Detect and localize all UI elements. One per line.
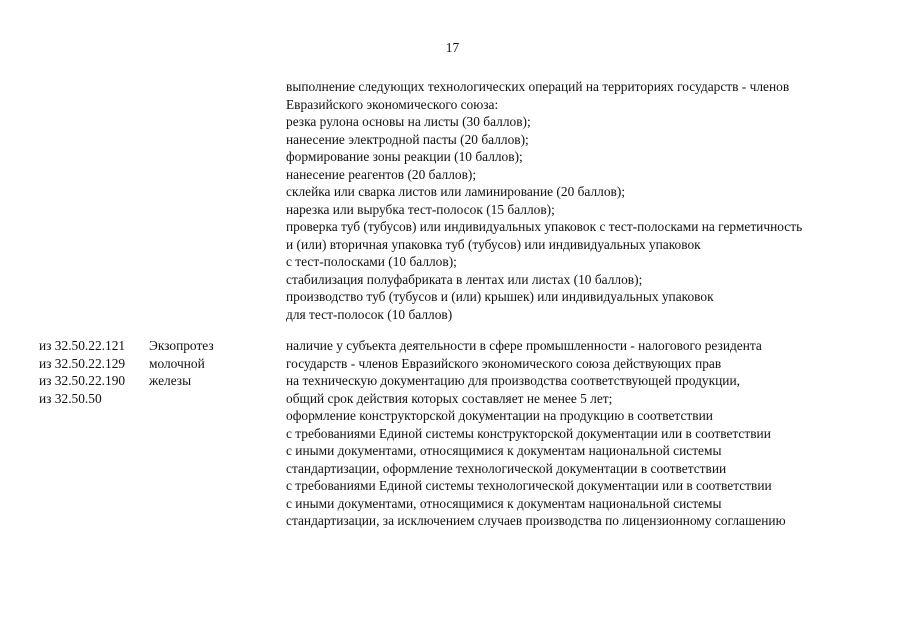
requirement-line: с иными документами, относящимися к документам национальной системы (286, 443, 722, 458)
text-line: для тест-полосок (10 баллов) (286, 306, 453, 322)
requirement-line: с требованиями Единой системы конструкторской документации или в соответствии (286, 425, 771, 441)
text-line: резка рулона основы на листы (30 баллов); (286, 114, 531, 129)
product-code: из 32.50.22.121 (39, 338, 126, 353)
requirement-line: с иными документами, относящимися к документам национальной системы (286, 495, 722, 511)
product-code: из 32.50.22.129 (39, 355, 126, 371)
requirement-line: оформление конструкторской документации на продукцию в соответствии (286, 408, 713, 423)
text-line: формирование зоны реакции (10 баллов); (286, 149, 523, 164)
page-number: 17 (445, 40, 460, 55)
text-line: и (или) вторичная упаковка туб (тубусов) или индивидуальных упаковок (286, 236, 701, 252)
text-line: нарезка или вырубка тест-полосок (15 баллов); (286, 201, 555, 217)
product-name-line: Экзопротез (149, 338, 214, 353)
text-line: проверка туб (тубусов) или индивидуальных упаковок с тест-полосками на герметичность (286, 219, 803, 234)
requirement-line: на техническую документацию для производства соответствующей продукции, (286, 373, 740, 388)
text-line: стабилизация полуфабриката в лентах или листах (10 баллов); (286, 271, 643, 287)
product-codes-column (39, 337, 125, 407)
requirement-line: государств - членов Евразийского экономического союза действующих прав (286, 355, 722, 371)
product-name-line: молочной (149, 355, 205, 371)
text-line: нанесение реагентов (20 баллов); (286, 166, 477, 182)
product-name-column (149, 337, 214, 390)
text-line: производство туб (тубусов и (или) крышек) или индивидуальных упаковок (286, 289, 714, 304)
requirement-line: стандартизации, оформление технологической документации в соответствии (286, 460, 727, 476)
text-line: Евразийского экономического союза: (286, 96, 499, 112)
requirement-line: с требованиями Единой системы технологической документации или в соответствии (286, 478, 772, 493)
product-name-line: железы (149, 373, 192, 388)
requirement-line: наличие у субъекта деятельности в сфере промышленности - налогового резидента (286, 338, 762, 353)
continued-requirements-text (286, 78, 802, 323)
product-code: из 32.50.50 (39, 390, 102, 406)
requirements-column (286, 337, 786, 530)
text-line: с тест-полосками (10 баллов); (286, 254, 457, 269)
product-code: из 32.50.22.190 (39, 373, 126, 388)
text-line: нанесение электродной пасты (20 баллов); (286, 131, 529, 147)
requirement-line: общий срок действия которых составляет не менее 5 лет; (286, 390, 613, 406)
requirement-line: стандартизации, за исключением случаев производства по лицензионному соглашению (286, 513, 786, 528)
text-line: склейка или сварка листов или ламинирование (20 баллов); (286, 184, 626, 199)
text-line: выполнение следующих технологических операций на территориях государств - членов (286, 79, 790, 94)
